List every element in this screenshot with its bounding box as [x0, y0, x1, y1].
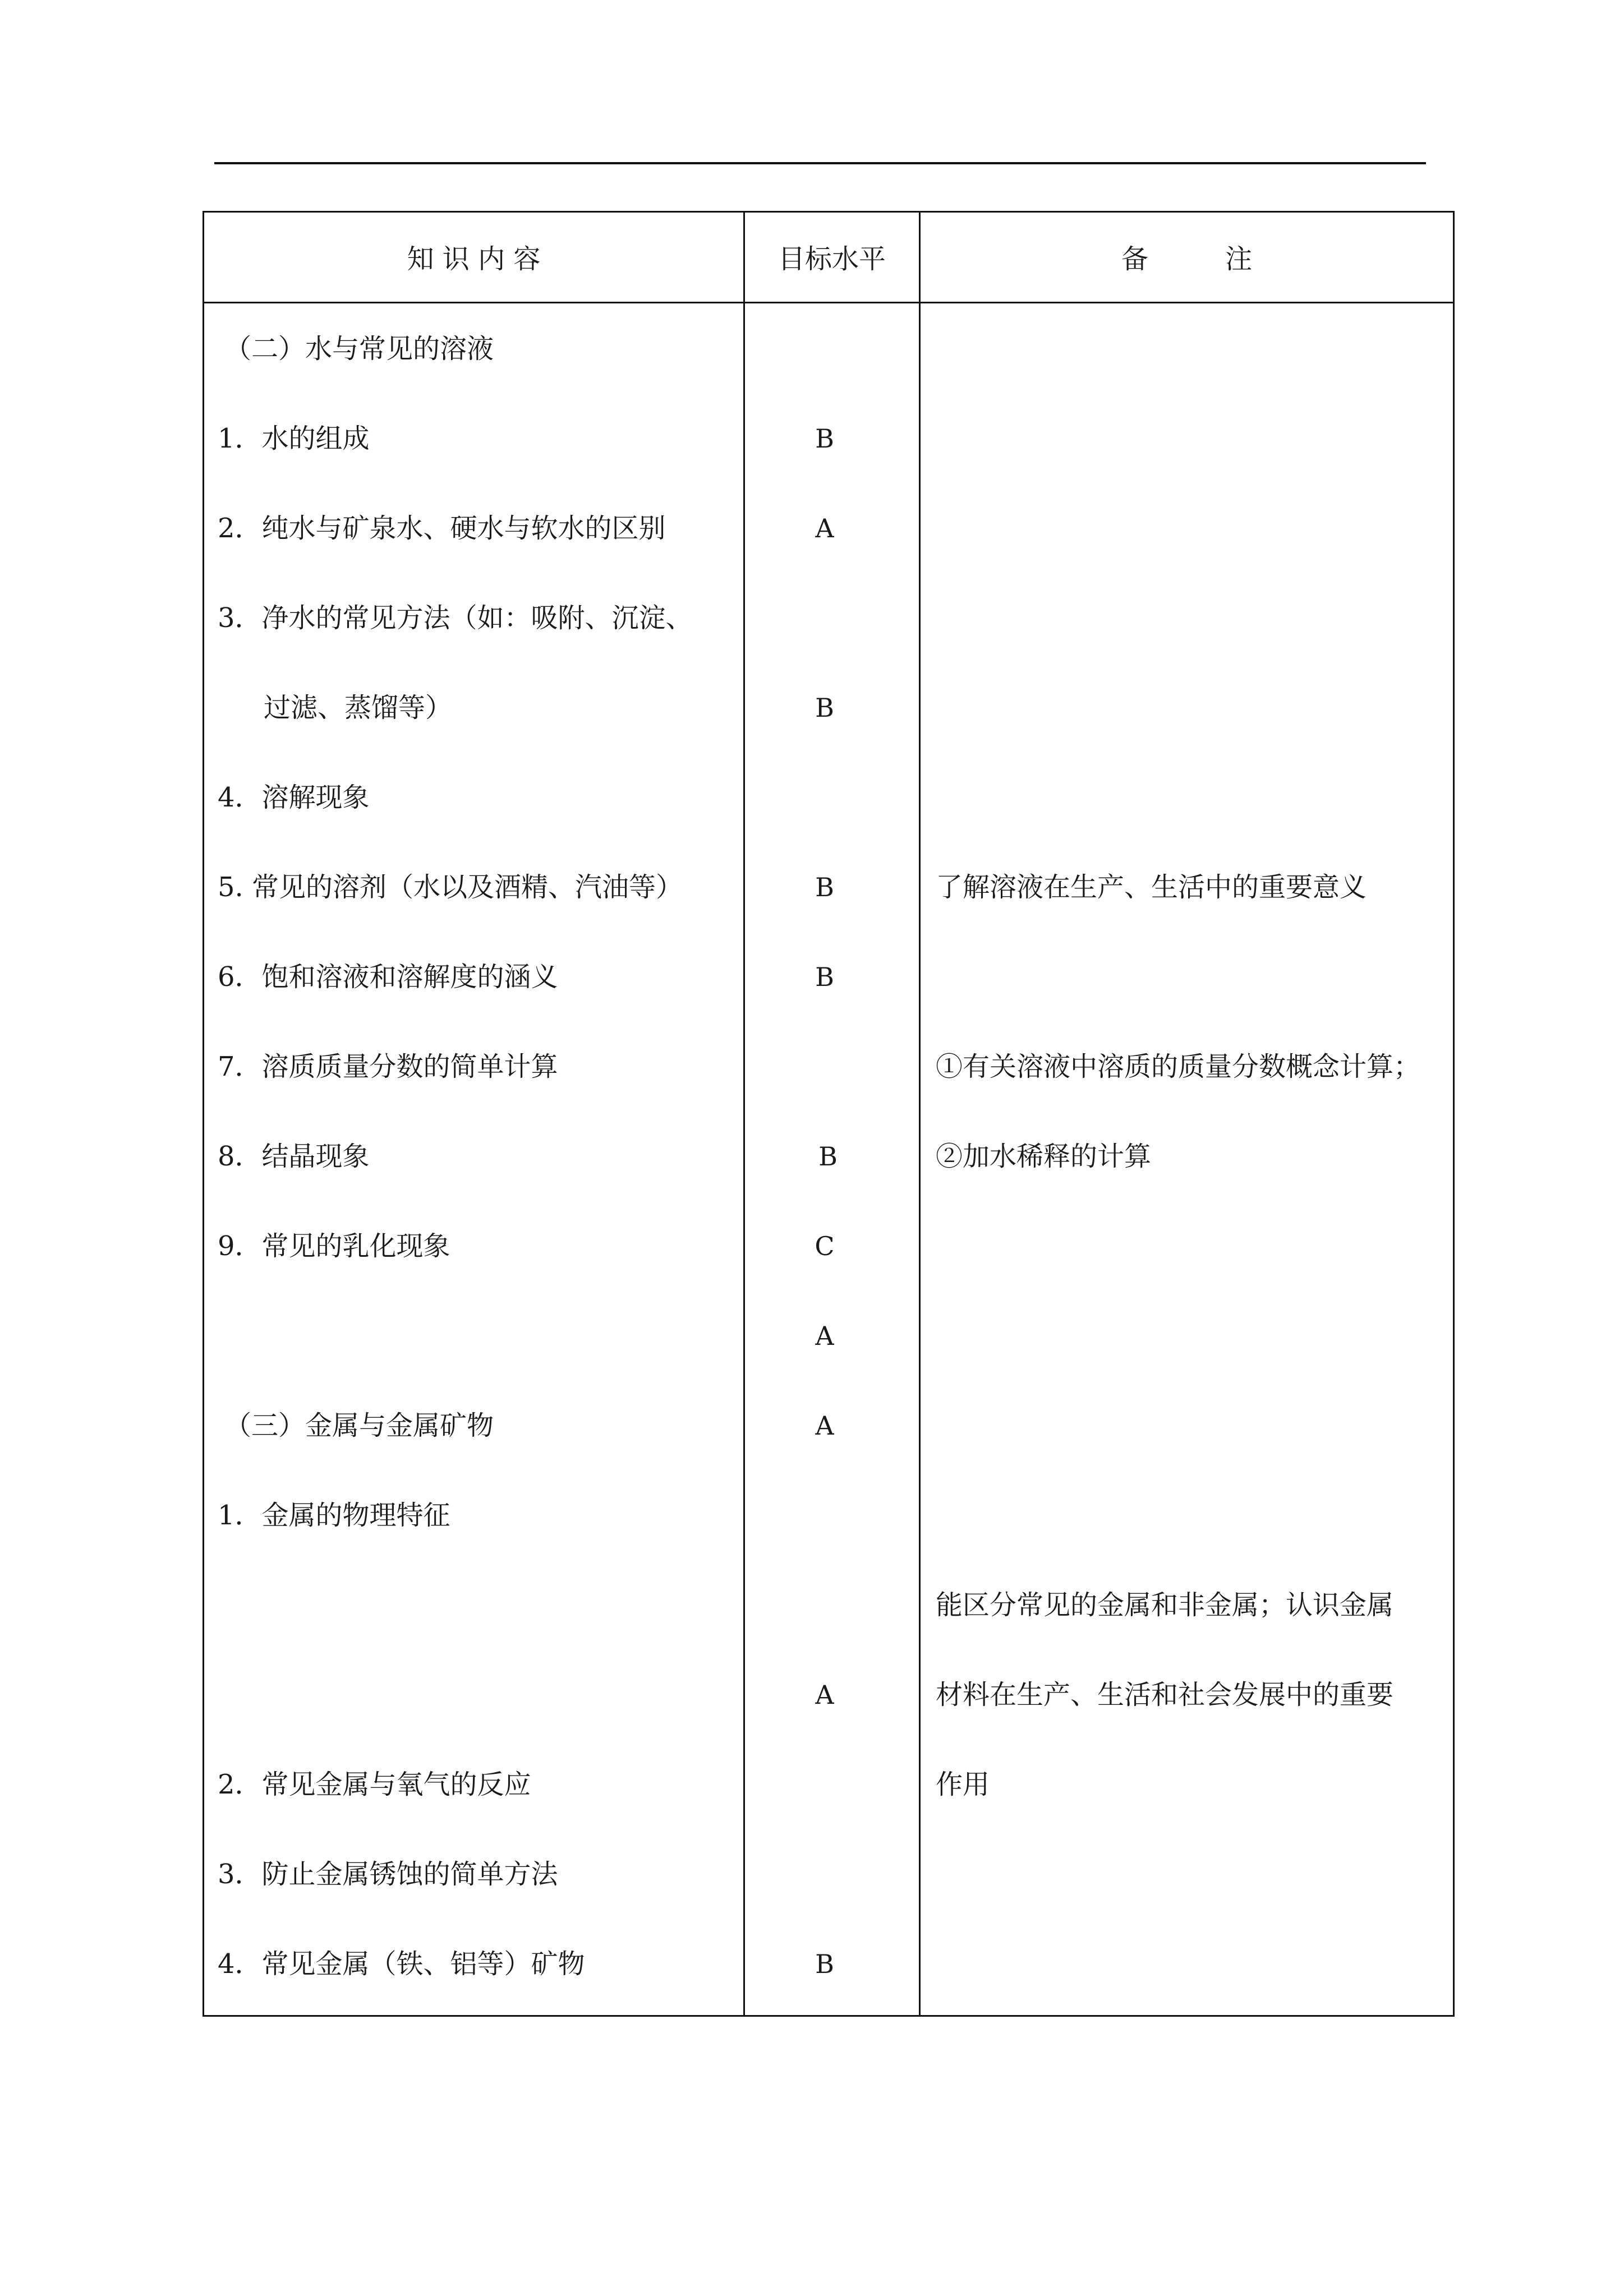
header-content: 知 识 内 容 — [407, 243, 541, 275]
section-heading: （二）水与常见的溶液 — [224, 333, 494, 365]
content-item: 1．金属的物理特征 — [218, 1500, 450, 1531]
content-item: 2．常见金属与氧气的反应 — [218, 1769, 531, 1800]
section-heading: （三）金属与金属矿物 — [224, 1410, 494, 1441]
column-divider-1 — [743, 211, 745, 2017]
content-item: 2．纯水与矿泉水、硬水与软水的区别 — [218, 513, 666, 544]
level-value: A — [815, 1410, 834, 1441]
note-line: 了解溶液在生产、生活中的重要意义 — [936, 872, 1367, 903]
content-item: 8．结晶现象 — [218, 1141, 370, 1172]
level-value: B — [815, 423, 834, 454]
level-value: A — [815, 1321, 834, 1351]
note-line: 能区分常见的金属和非金属；认识金属 — [936, 1589, 1394, 1621]
content-item: 1．水的组成 — [218, 423, 370, 454]
note-line: 作用 — [936, 1769, 990, 1800]
page-header-rule — [214, 162, 1426, 164]
standards-table — [203, 211, 1455, 2017]
content-item: 9．常见的乳化现象 — [218, 1230, 450, 1262]
note-line: 材料在生产、生活和社会发展中的重要 — [936, 1679, 1394, 1711]
level-value: B — [815, 872, 834, 902]
content-item-continuation: 过滤、蒸馏等） — [264, 692, 453, 723]
column-divider-2 — [919, 211, 921, 2017]
level-value: B — [818, 1141, 838, 1172]
content-item: 3．防止金属锈蚀的简单方法 — [218, 1859, 558, 1890]
level-value: A — [815, 513, 834, 543]
content-item: 7．溶质质量分数的简单计算 — [218, 1051, 558, 1082]
content-item: 4．溶解现象 — [218, 782, 370, 813]
level-value: C — [815, 1231, 835, 1261]
note-line: ②加水稀释的计算 — [936, 1141, 1152, 1172]
content-item: 6．饱和溶液和溶解度的涵义 — [218, 961, 558, 993]
level-value: B — [815, 962, 834, 992]
header-notes: 备 注 — [1121, 243, 1253, 275]
content-item: 4．常见金属（铁、铝等）矿物 — [218, 1948, 585, 1980]
level-value: A — [815, 1680, 834, 1710]
level-value: B — [815, 1949, 834, 1979]
header-row-divider — [203, 302, 1455, 303]
content-item: 3．净水的常见方法（如：吸附、沉淀、 — [218, 602, 693, 634]
note-line: ①有关溶液中溶质的质量分数概念计算； — [936, 1051, 1421, 1082]
level-value: B — [815, 693, 834, 723]
content-item: 5. 常见的溶剂（水以及酒精、汽油等） — [218, 872, 683, 903]
header-target-level: 目标水平 — [778, 243, 886, 275]
